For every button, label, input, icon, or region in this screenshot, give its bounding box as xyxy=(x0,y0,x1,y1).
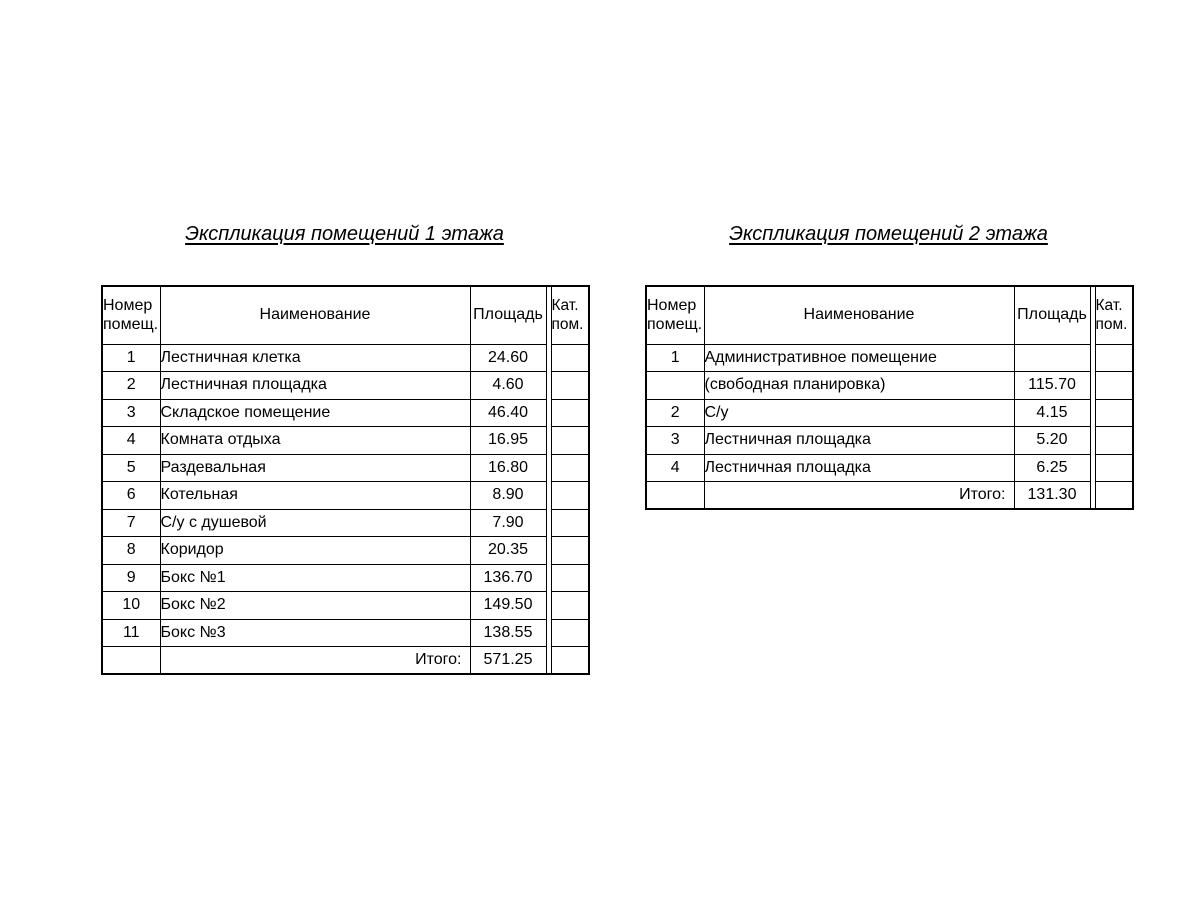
table-row xyxy=(646,372,1133,400)
category-cell xyxy=(551,564,589,592)
room-number-cell: 2 xyxy=(102,372,160,400)
header-area: Площадь xyxy=(470,286,546,344)
room-name-cell: Бокс №1 xyxy=(160,564,470,592)
room-name-cell: Коридор xyxy=(160,537,470,565)
header-row xyxy=(102,286,589,344)
category-cell xyxy=(1095,427,1133,455)
category-cell xyxy=(1095,399,1133,427)
area-cell xyxy=(1014,344,1090,372)
category-cell xyxy=(551,454,589,482)
total-value-cell: 131.30 xyxy=(1014,482,1090,510)
room-name-cell: Складское помещение xyxy=(160,399,470,427)
room-number-cell: 9 xyxy=(102,564,160,592)
room-number-cell: 4 xyxy=(646,454,704,482)
room-number-cell: 1 xyxy=(646,344,704,372)
category-cell xyxy=(1095,482,1133,510)
table-row xyxy=(646,344,1133,372)
total-row xyxy=(102,647,589,675)
room-name-cell: Административное помещение xyxy=(704,344,1014,372)
category-cell xyxy=(1095,454,1133,482)
room-name-cell: Бокс №3 xyxy=(160,619,470,647)
room-number-cell xyxy=(102,647,160,675)
floor1-explication-table xyxy=(101,285,590,675)
area-cell: 136.70 xyxy=(470,564,546,592)
room-number-cell: 3 xyxy=(102,399,160,427)
table-row xyxy=(646,454,1133,482)
area-cell: 115.70 xyxy=(1014,372,1090,400)
area-cell: 4.15 xyxy=(1014,399,1090,427)
area-cell: 8.90 xyxy=(470,482,546,510)
room-name-cell: С/у с душевой xyxy=(160,509,470,537)
room-number-cell xyxy=(646,482,704,510)
category-cell xyxy=(1095,344,1133,372)
room-number-cell: 8 xyxy=(102,537,160,565)
category-cell xyxy=(551,647,589,675)
header-name: Наименование xyxy=(160,286,470,344)
category-cell xyxy=(551,372,589,400)
area-cell: 138.55 xyxy=(470,619,546,647)
total-label-cell: Итого: xyxy=(704,482,1014,510)
room-name-cell: Лестничная площадка xyxy=(160,372,470,400)
floor2-table-title: Экспликация помещений 2 этажа xyxy=(729,223,1048,245)
total-label-cell: Итого: xyxy=(160,647,470,675)
header-category: Кат. пом. xyxy=(551,286,589,344)
room-number-cell: 7 xyxy=(102,509,160,537)
area-cell: 16.95 xyxy=(470,427,546,455)
total-row xyxy=(646,482,1133,510)
table-row xyxy=(102,344,589,372)
table-row xyxy=(102,372,589,400)
room-name-cell: С/у xyxy=(704,399,1014,427)
area-cell: 149.50 xyxy=(470,592,546,620)
room-name-cell: Лестничная площадка xyxy=(704,427,1014,455)
room-name-cell: Лестничная клетка xyxy=(160,344,470,372)
category-cell xyxy=(551,399,589,427)
room-name-cell: Лестничная площадка xyxy=(704,454,1014,482)
room-name-cell: Комната отдыха xyxy=(160,427,470,455)
room-number-cell: 10 xyxy=(102,592,160,620)
area-cell: 24.60 xyxy=(470,344,546,372)
category-cell xyxy=(551,509,589,537)
room-number-cell: 4 xyxy=(102,427,160,455)
area-cell: 7.90 xyxy=(470,509,546,537)
area-cell: 20.35 xyxy=(470,537,546,565)
table-row xyxy=(102,427,589,455)
total-value-cell: 571.25 xyxy=(470,647,546,675)
floor1-table-title: Экспликация помещений 1 этажа xyxy=(185,223,504,245)
room-name-cell: Котельная xyxy=(160,482,470,510)
category-cell xyxy=(551,482,589,510)
header-name: Наименование xyxy=(704,286,1014,344)
header-room-number: Номер помещ. xyxy=(646,286,704,344)
table-row xyxy=(102,564,589,592)
area-cell: 16.80 xyxy=(470,454,546,482)
header-room-number: Номер помещ. xyxy=(102,286,160,344)
table-row xyxy=(102,509,589,537)
room-number-cell: 5 xyxy=(102,454,160,482)
category-cell xyxy=(551,427,589,455)
table-row xyxy=(102,619,589,647)
room-number-cell: 11 xyxy=(102,619,160,647)
table-row xyxy=(102,482,589,510)
area-cell: 4.60 xyxy=(470,372,546,400)
room-name-cell: (свободная планировка) xyxy=(704,372,1014,400)
room-number-cell: 6 xyxy=(102,482,160,510)
room-number-cell: 1 xyxy=(102,344,160,372)
area-cell: 46.40 xyxy=(470,399,546,427)
category-cell xyxy=(551,619,589,647)
header-row xyxy=(646,286,1133,344)
room-name-cell: Бокс №2 xyxy=(160,592,470,620)
category-cell xyxy=(551,537,589,565)
table-row xyxy=(646,427,1133,455)
area-cell: 5.20 xyxy=(1014,427,1090,455)
category-cell xyxy=(1095,372,1133,400)
floor2-explication-table xyxy=(645,285,1134,510)
table-row xyxy=(102,399,589,427)
header-area: Площадь xyxy=(1014,286,1090,344)
room-number-cell xyxy=(646,372,704,400)
room-number-cell: 2 xyxy=(646,399,704,427)
category-cell xyxy=(551,344,589,372)
table-row xyxy=(102,592,589,620)
room-number-cell: 3 xyxy=(646,427,704,455)
room-name-cell: Раздевальная xyxy=(160,454,470,482)
category-cell xyxy=(551,592,589,620)
table-row xyxy=(102,537,589,565)
table-row xyxy=(102,454,589,482)
header-category: Кат. пом. xyxy=(1095,286,1133,344)
table-row xyxy=(646,399,1133,427)
area-cell: 6.25 xyxy=(1014,454,1090,482)
